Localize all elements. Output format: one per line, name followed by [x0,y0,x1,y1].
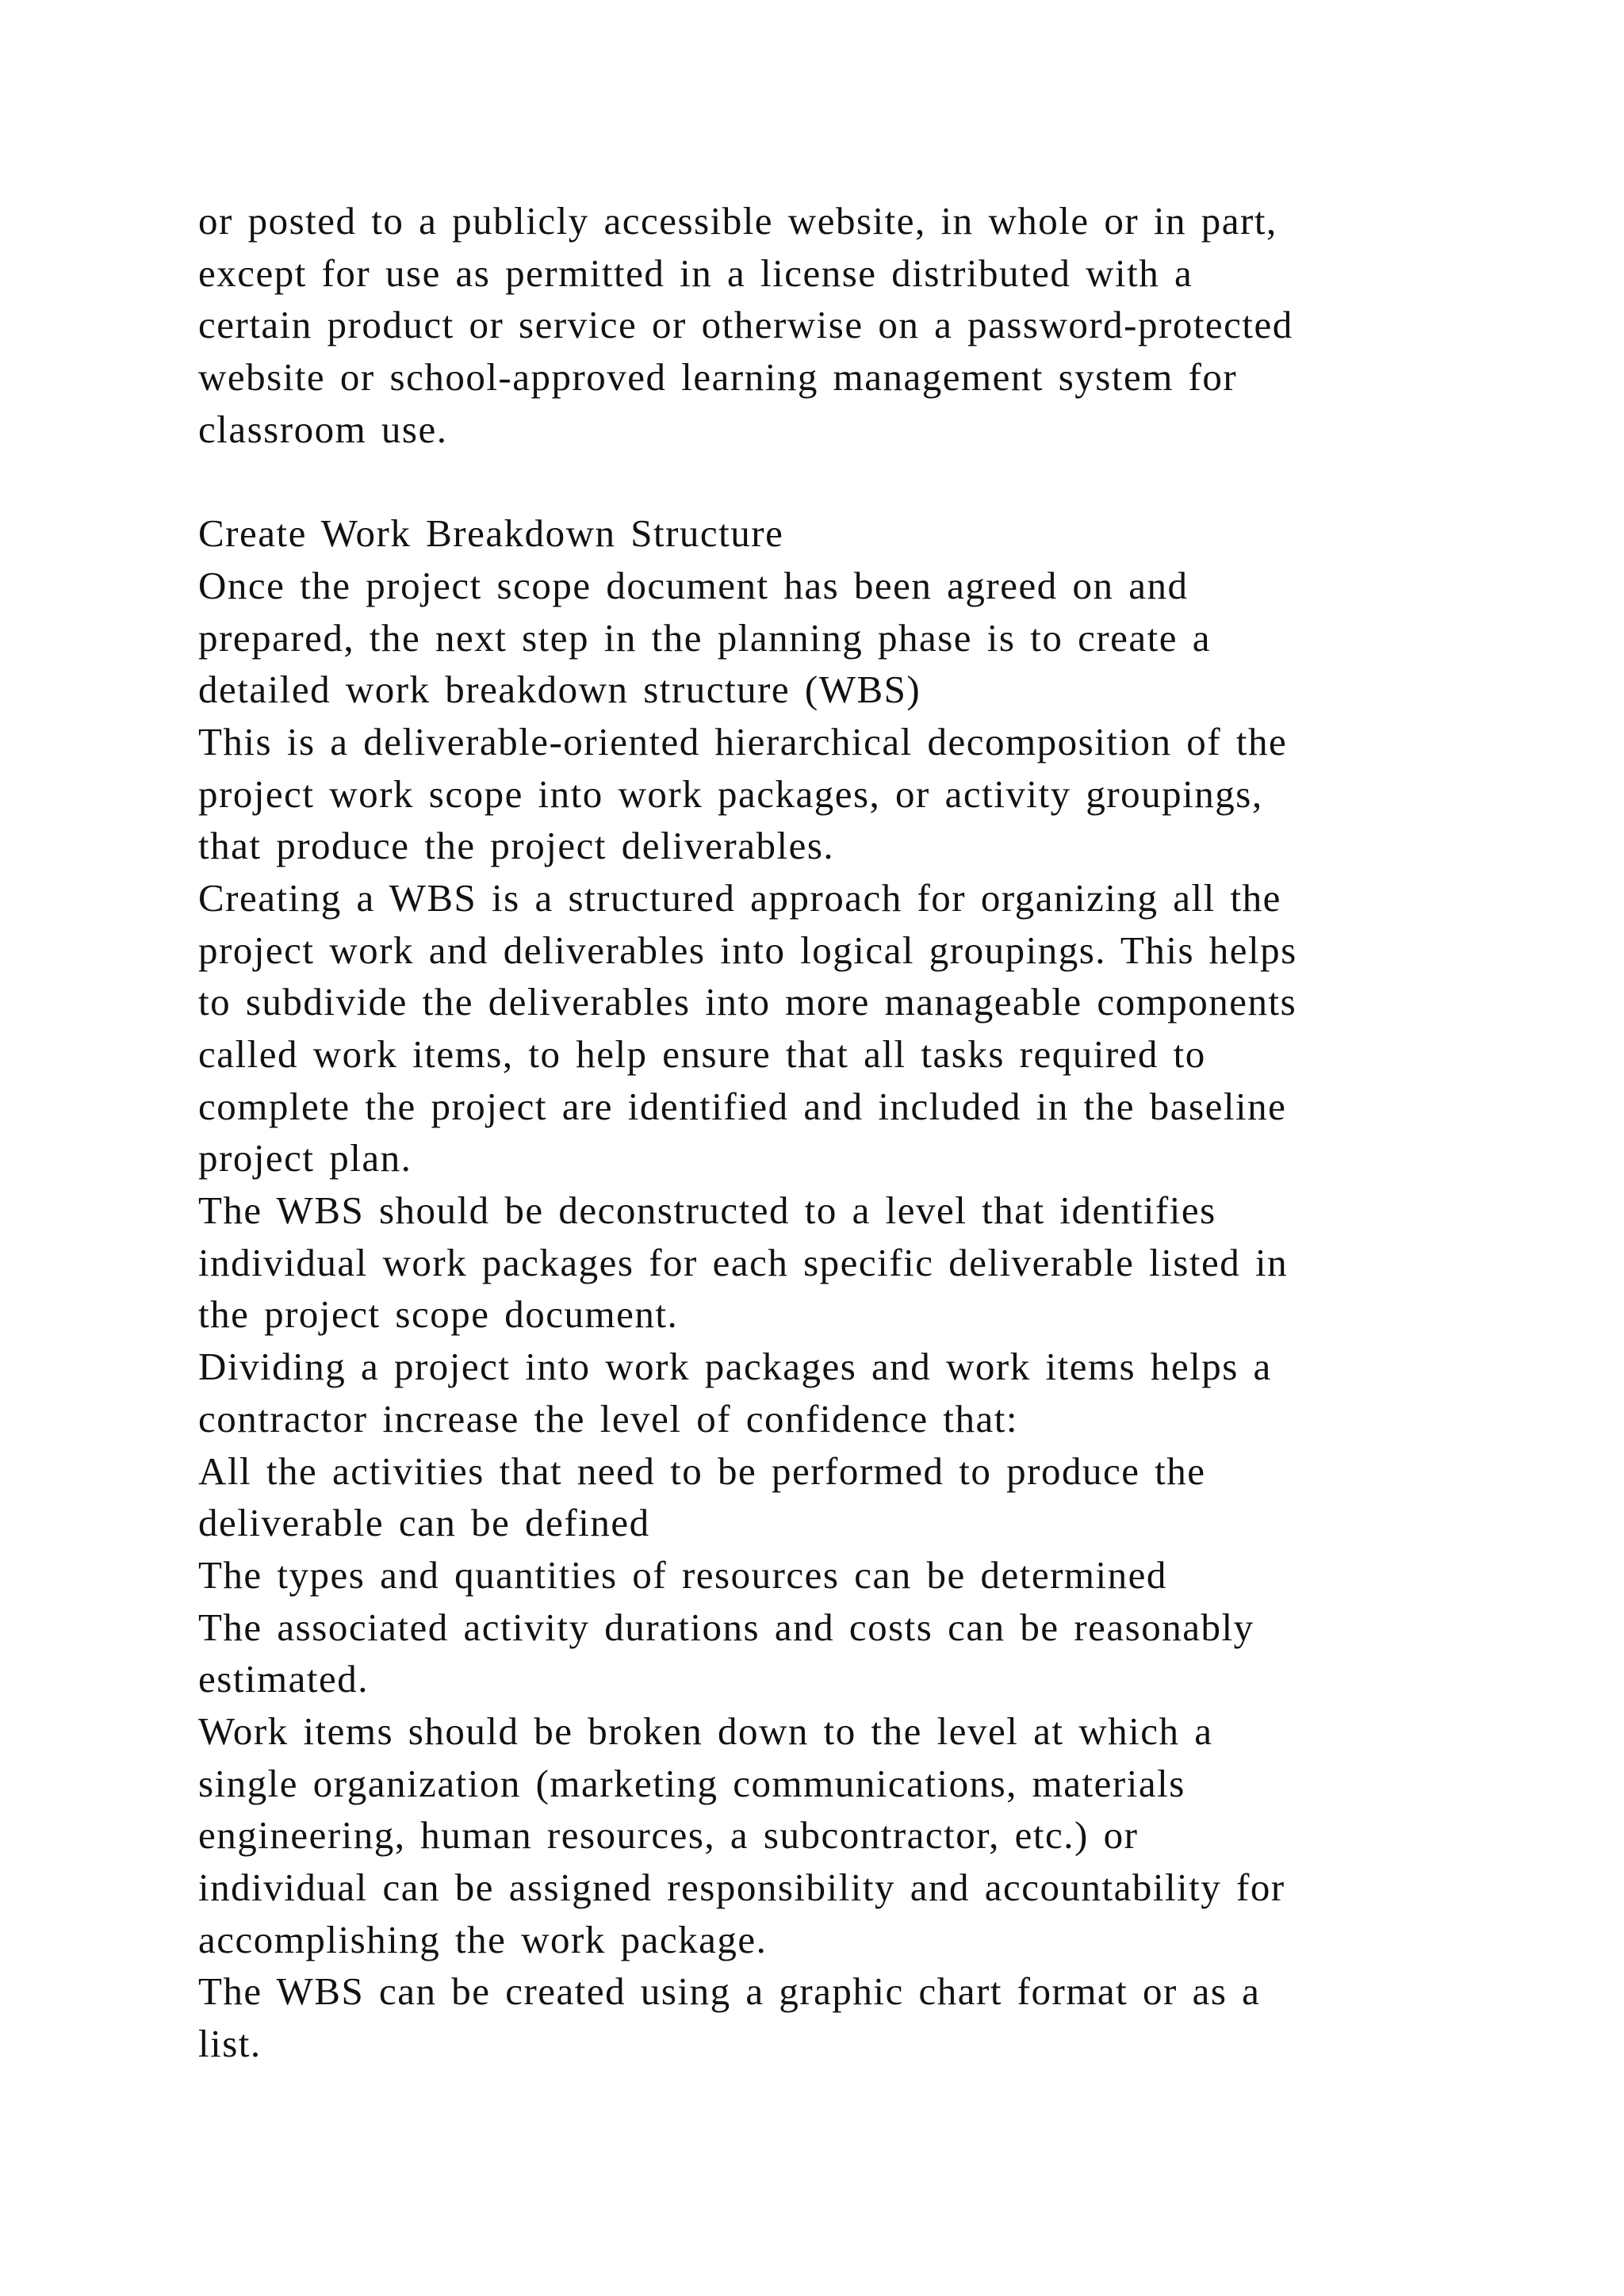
body-line: All the activities that need to be performed to produce the [198,1448,1206,1493]
body-line: individual work packages for each specific deliverable listed in [198,1240,1289,1284]
body-line: Dividing a project into work packages and work items helps a [198,1345,1272,1389]
paragraph-gap [198,455,1507,507]
body-line: website or school-approved learning management system for [198,355,1238,400]
body-line: classroom use. [198,407,448,451]
body-line: individual can be assigned responsibility and accountability for [198,1866,1285,1909]
body-line: complete the project are identified and included in the baseline [198,1084,1287,1128]
body-line: detailed work breakdown structure (WBS) [198,668,921,712]
body-line: The associated activity durations and costs can be reasonably [198,1605,1254,1649]
body-line: prepared, the next step in the planning phase is to create a [198,615,1212,660]
body-line: Once the project scope document has been agreed on and [198,563,1189,607]
body-line: deliverable can be defined [198,1501,650,1545]
body-line: The WBS can be created using a graphic chart format or as a [198,1969,1261,2014]
body-line: accomplishing the work package. [198,1917,768,1961]
body-line: to subdivide the deliverables into more manageable components [198,980,1297,1024]
body-line: the project scope document. [198,1292,679,1337]
body-line: project work scope into work packages, or activity groupings, [198,771,1263,816]
body-line: The types and quantities of resources can be determined [198,1552,1167,1597]
body-line: The WBS should be deconstructed to a level that identifies [198,1188,1216,1233]
body-line: contractor increase the level of confidence that: [198,1396,1019,1441]
body-line: single organization (marketing communications, materials [198,1761,1185,1805]
body-line: or posted to a publicly accessible website, in whole or in part, [198,199,1277,243]
body-line: estimated. [198,1657,370,1701]
body-line: This is a deliverable-oriented hierarchical decomposition of the [198,719,1288,763]
body-line: that produce the project deliverables. [198,824,835,868]
body-line: except for use as permitted in a license distributed with a [198,251,1193,295]
body-line: certain product or service or otherwise on a password-protected [198,303,1293,347]
section-heading: Create Work Breakdown Structure [198,511,784,556]
body-line: project plan. [198,1136,412,1181]
body-line: list. [198,2022,262,2066]
body-line: called work items, to help ensure that all tasks required to [198,1032,1206,1076]
document-body [198,195,1507,2070]
body-line: engineering, human resources, a subcontractor, etc.) or [198,1813,1139,1858]
body-line: Work items should be broken down to the level at which a [198,1709,1213,1753]
body-line: project work and deliverables into logical groupings. This helps [198,928,1297,972]
body-line: Creating a WBS is a structured approach for organizing all the [198,875,1281,920]
